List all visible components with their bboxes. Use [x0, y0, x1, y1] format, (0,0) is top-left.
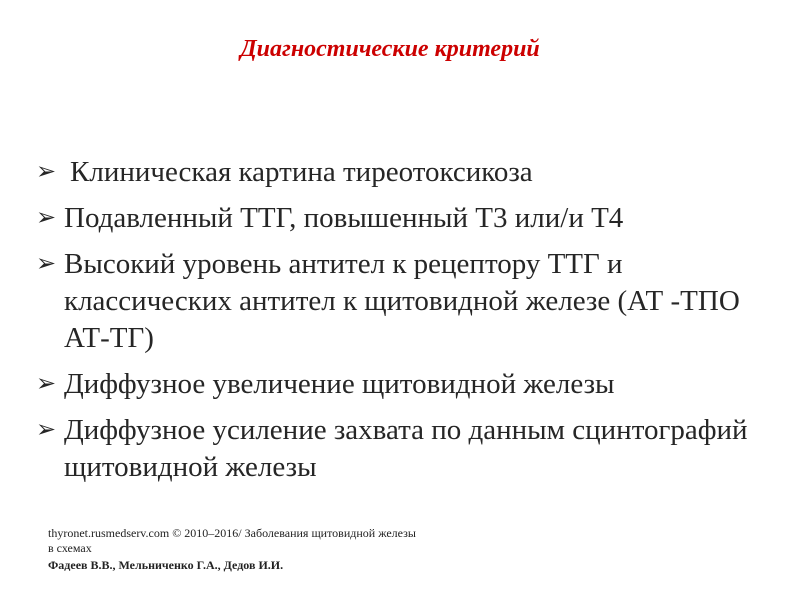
authors: Фадеев В.В., Мельниченко Г.А., Дедов И.И.: [48, 558, 284, 572]
list-item: [36, 154, 776, 191]
list-item: [36, 246, 776, 357]
arrow-bullet-icon: ➢: [36, 417, 57, 443]
source-citation-continued: в схемах: [48, 541, 92, 555]
list-item-text: Подавленный ТТГ, повышенный Т3 или/и Т4: [64, 202, 624, 234]
list-item-text: Высокий уровень антител к рецептору ТТГ и классических антител к щитовидной железе (АТ -ТПО АТ-ТГ): [64, 248, 740, 354]
list-item-text: Клиническая картина тиреотоксикоза: [70, 156, 533, 188]
arrow-bullet-icon: ➢: [36, 159, 57, 185]
source-footer: [48, 526, 608, 573]
arrow-bullet-icon: ➢: [36, 251, 57, 277]
arrow-bullet-icon: ➢: [36, 371, 57, 397]
list-item: [36, 200, 776, 237]
criteria-list: [36, 154, 776, 495]
list-item-text: Диффузное усиление захвата по данным сцинтографий щитовидной железы: [64, 414, 748, 483]
list-item: [36, 366, 776, 403]
slide-title: Диагностические критерий: [240, 36, 540, 62]
source-citation: thyronet.rusmedserv.com © 2010–2016/ Заболевания щитовидной железы: [48, 526, 416, 540]
list-item-text: Диффузное увеличение щитовидной железы: [64, 368, 615, 400]
arrow-bullet-icon: ➢: [36, 205, 57, 231]
list-item: [36, 412, 776, 486]
